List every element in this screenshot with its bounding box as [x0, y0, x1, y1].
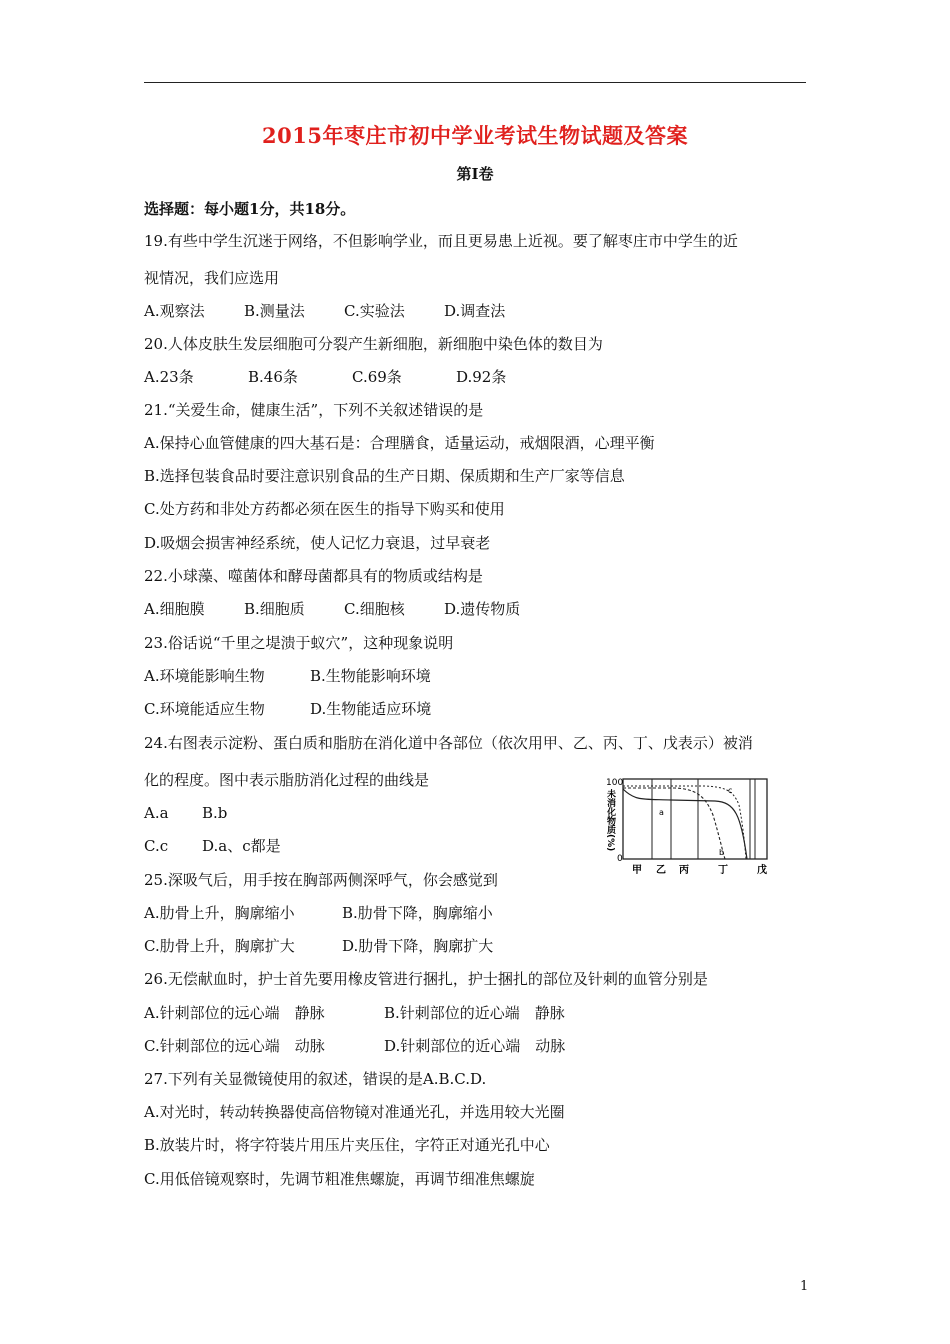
q24-option-a: A.a: [144, 804, 169, 822]
header-rule: [144, 82, 806, 83]
q19-option-c: C.实验法: [344, 302, 405, 320]
y-axis-label: 未消化物质(%): [605, 789, 615, 852]
q22-stem: 22.小球藻、噬菌体和酵母菌都具有的物质或结构是: [144, 567, 483, 585]
q25-stem: 25.深吸气后，用手按在胸部两侧深呼气，你会感觉到: [144, 871, 498, 889]
curve-label-c: c: [728, 786, 733, 795]
q24-options-row2: [144, 836, 281, 856]
q23-options-row1: [144, 666, 431, 686]
q24-option-c: C.c: [144, 837, 169, 855]
q20-options: [144, 367, 506, 387]
q26-options-row1: [144, 1003, 565, 1023]
q20-option-c: C.69条: [352, 368, 402, 386]
digestion-curve-figure: [605, 775, 775, 875]
region-label-jia: 甲: [632, 865, 642, 875]
q19-option-b: B.测量法: [244, 302, 305, 320]
q23-option-d: D.生物能适应环境: [310, 700, 432, 718]
q19-option-d: D.调查法: [444, 302, 506, 320]
q20-option-d: D.92条: [456, 368, 507, 386]
q24-option-d: D.a、c都是: [202, 837, 281, 855]
page-number: 1: [800, 1279, 809, 1294]
curve-label-a: a: [659, 808, 664, 817]
q22-option-a: A.细胞膜: [144, 600, 205, 618]
q22-option-d: D.遗传物质: [444, 600, 521, 618]
q20-option-b: B.46条: [248, 368, 298, 386]
q21-option-c: C.处方药和非处方药都必须在医生的指导下购买和使用: [144, 500, 505, 518]
q19-options: [144, 301, 505, 321]
q20-option-a: A.23条: [144, 368, 194, 386]
q23-option-a: A.环境能影响生物: [144, 667, 265, 685]
region-label-ding: 丁: [718, 865, 728, 875]
region-label-wu: 戊: [757, 865, 767, 875]
q21-option-d: D.吸烟会损害神经系统，使人记忆力衰退，过早衰老: [144, 534, 491, 552]
q21-option-a: A.保持心血管健康的四大基石是：合理膳食，适量运动，戒烟限酒，心理平衡: [144, 434, 655, 452]
q21-stem: 21.“关爱生命，健康生活”，下列不关叙述错误的是: [144, 401, 484, 419]
q19-stem-line1: 19.有些中学生沉迷于网络，不但影响学业，而且更易患上近视。要了解枣庄市中学生的近: [144, 232, 738, 250]
q26-options-row2: [144, 1036, 565, 1056]
q19-stem-line2: 视情况，我们应选用: [144, 269, 280, 287]
q26-option-d: D.针刺部位的近心端 动脉: [384, 1037, 566, 1055]
q24-stem-line2: 化的程度。图中表示脂肪消化过程的曲线是: [144, 771, 430, 789]
q22-options: [144, 599, 520, 619]
q26-option-a: A.针刺部位的远心端 静脉: [144, 1004, 325, 1022]
q26-stem: 26.无偿献血时，护士首先要用橡皮管进行捆扎，护士捆扎的部位及针刺的血管分别是: [144, 970, 708, 988]
q24-option-b: B.b: [202, 804, 228, 822]
section-heading: 选择题：每小题1分，共18分。: [144, 200, 356, 218]
page-subtitle: 第Ⅰ卷: [456, 165, 494, 183]
q25-options-row2: [144, 936, 493, 956]
q24-stem-line1: 24.右图表示淀粉、蛋白质和脂肪在消化道中各部位（依次用甲、乙、丙、丁、戊表示）被消: [144, 734, 753, 752]
q26-option-b: B.针刺部位的近心端 静脉: [384, 1004, 565, 1022]
y-max-label: 100: [606, 778, 624, 788]
q23-options-row2: [144, 699, 431, 719]
curve-c: [623, 786, 746, 859]
q27-option-b: B.放装片时，将字符装片用压片夹压住，字符正对通光孔中心: [144, 1136, 550, 1154]
curve-label-b: b: [719, 848, 725, 857]
q21-option-b: B.选择包装食品时要注意识别食品的生产日期、保质期和生产厂家等信息: [144, 467, 625, 485]
q23-option-b: B.生物能影响环境: [310, 667, 431, 685]
q23-stem: 23.俗话说“千里之堤溃于蚁穴”，这种现象说明: [144, 634, 454, 652]
region-label-bing: 丙: [679, 865, 689, 875]
q24-options-row1: [144, 803, 227, 823]
q26-option-c: C.针刺部位的远心端 动脉: [144, 1037, 325, 1055]
y-min-label: 0: [617, 854, 623, 864]
q27-stem: 27.下列有关显微镜使用的叙述，错误的是A.B.C.D.: [144, 1070, 487, 1088]
q22-option-b: B.细胞质: [244, 600, 305, 618]
q27-option-c: C.用低倍镜观察时，先调节粗准焦螺旋，再调节细准焦螺旋: [144, 1170, 535, 1188]
q25-option-b: B.肋骨下降，胸廓缩小: [342, 904, 493, 922]
q19-option-a: A.观察法: [144, 302, 205, 320]
curve-a: [623, 789, 747, 859]
q27-option-a: A.对光时，转动转换器使高倍物镜对准通光孔，并选用较大光圈: [144, 1103, 565, 1121]
q25-option-c: C.肋骨上升，胸廓扩大: [144, 937, 295, 955]
q20-stem: 20.人体皮肤生发层细胞可分裂产生新细胞，新细胞中染色体的数目为: [144, 335, 603, 353]
q23-option-c: C.环境能适应生物: [144, 700, 265, 718]
region-label-yi: 乙: [656, 865, 666, 875]
q25-options-row1: [144, 903, 493, 923]
q25-option-a: A.肋骨上升，胸廓缩小: [144, 904, 295, 922]
q25-option-d: D.肋骨下降，胸廓扩大: [342, 937, 494, 955]
page-title: 2015年枣庄市初中学业考试生物试题及答案: [262, 123, 688, 148]
q22-option-c: C.细胞核: [344, 600, 405, 618]
